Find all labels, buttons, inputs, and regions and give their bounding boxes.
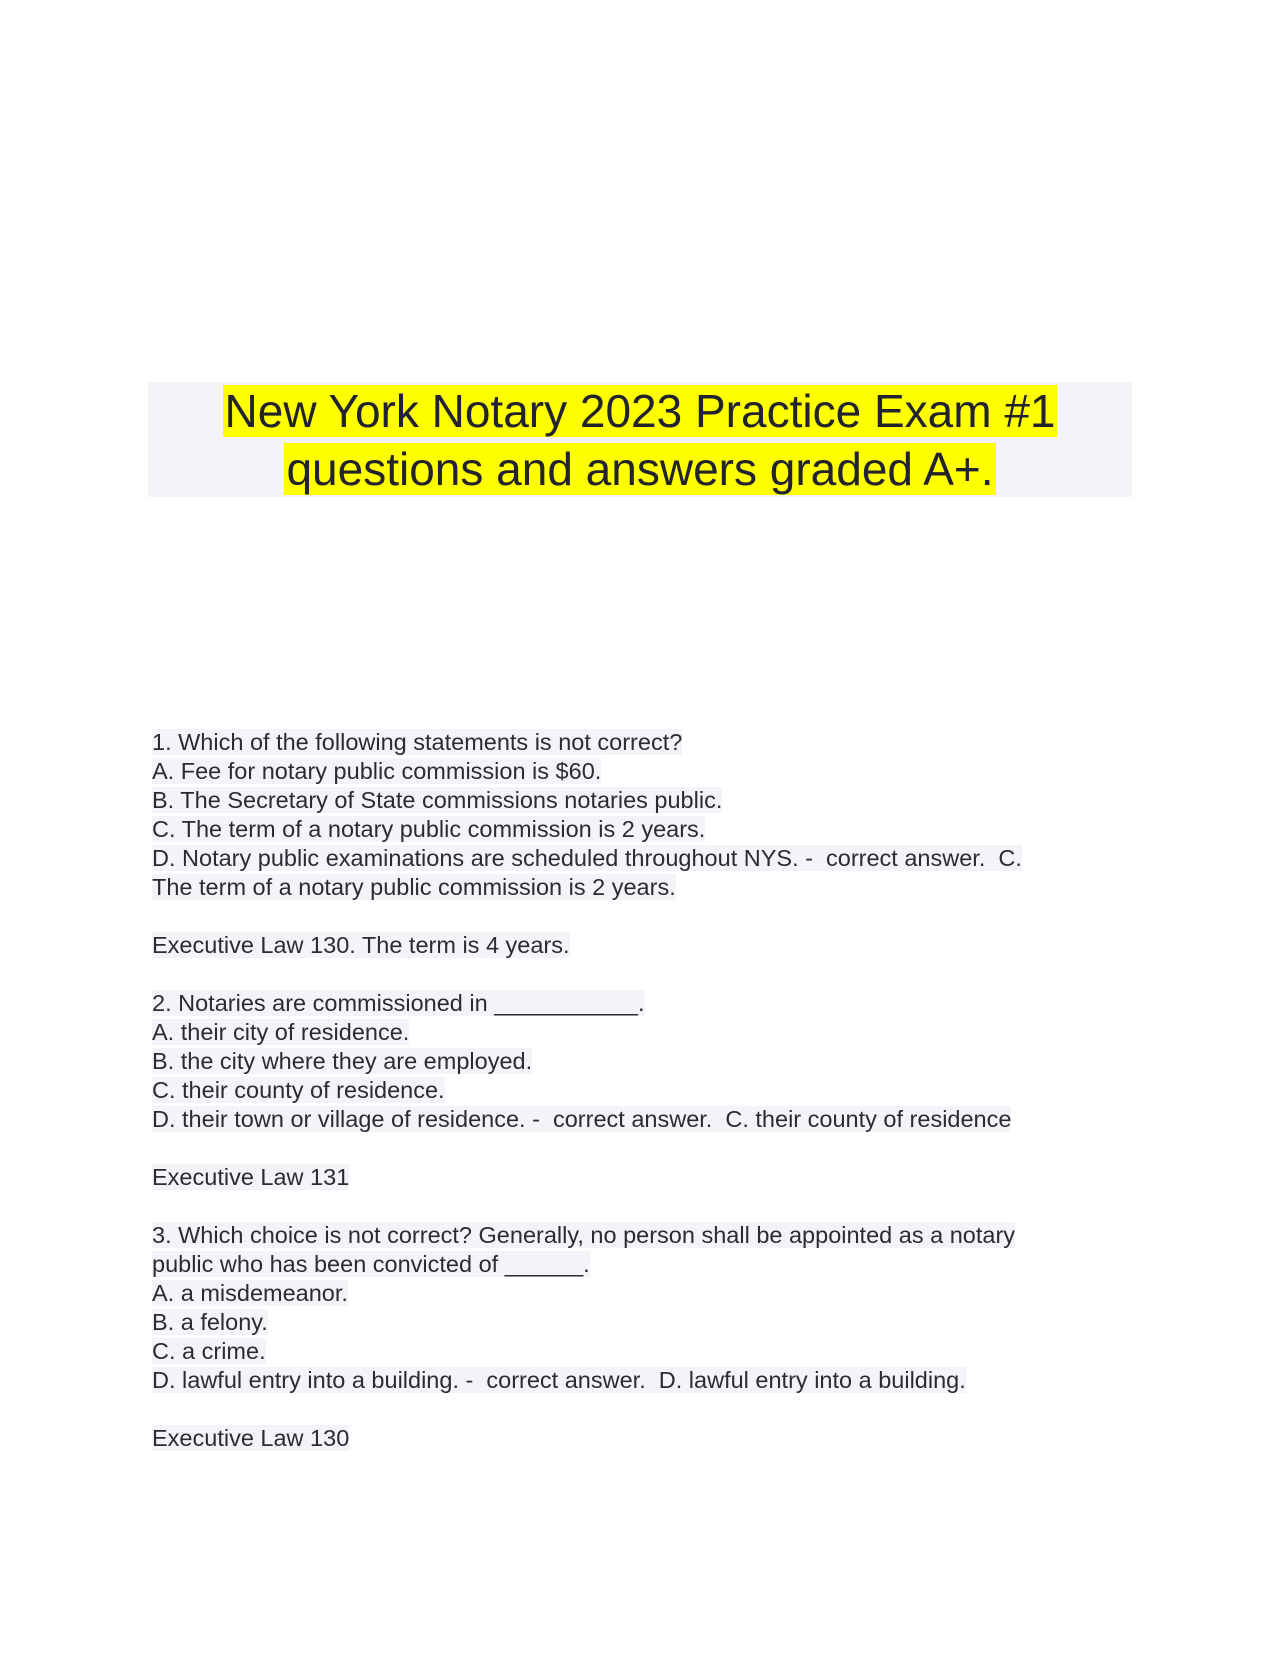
question-text: 2. Notaries are commissioned in ___________.	[152, 990, 645, 1016]
title-line-2: questions and answers graded A+.	[286, 443, 994, 495]
option-b: B. a felony.	[152, 1309, 268, 1335]
option-d-answer: D. lawful entry into a building. - correct answer. D. lawful entry into a building.	[152, 1367, 966, 1393]
document-title	[148, 382, 1132, 498]
law-reference: Executive Law 130. The term is 4 years.	[152, 932, 570, 958]
option-d-answer: D. their town or village of residence. - correct answer. C. their county of residence	[152, 1106, 1012, 1132]
law-reference: Executive Law 131	[152, 1164, 350, 1190]
question-3	[152, 1221, 1152, 1453]
question-text: 1. Which of the following statements is not correct?	[152, 729, 683, 755]
law-reference: Executive Law 130	[152, 1425, 350, 1451]
option-a: A. Fee for notary public commission is $60.	[152, 758, 602, 784]
title-line-1: New York Notary 2023 Practice Exam #1	[224, 385, 1056, 437]
option-c: C. a crime.	[152, 1338, 266, 1364]
option-b: B. The Secretary of State commissions notaries public.	[152, 787, 723, 813]
option-c: C. The term of a notary public commission is 2 years.	[152, 816, 706, 842]
question-1	[152, 728, 1152, 989]
question-text-continued: public who has been convicted of ______.	[152, 1251, 590, 1277]
answer-continued: The term of a notary public commission is 2 years.	[152, 874, 676, 900]
option-b: B. the city where they are employed.	[152, 1048, 533, 1074]
option-a: A. their city of residence.	[152, 1019, 410, 1045]
option-d-answer: D. Notary public examinations are scheduled throughout NYS. - correct answer. C.	[152, 845, 1022, 871]
option-c: C. their county of residence.	[152, 1077, 445, 1103]
option-a: A. a misdemeanor.	[152, 1280, 348, 1306]
questions-section	[152, 728, 1152, 1453]
question-text: 3. Which choice is not correct? Generally, no person shall be appointed as a notary	[152, 1222, 1016, 1248]
question-2	[152, 989, 1152, 1221]
